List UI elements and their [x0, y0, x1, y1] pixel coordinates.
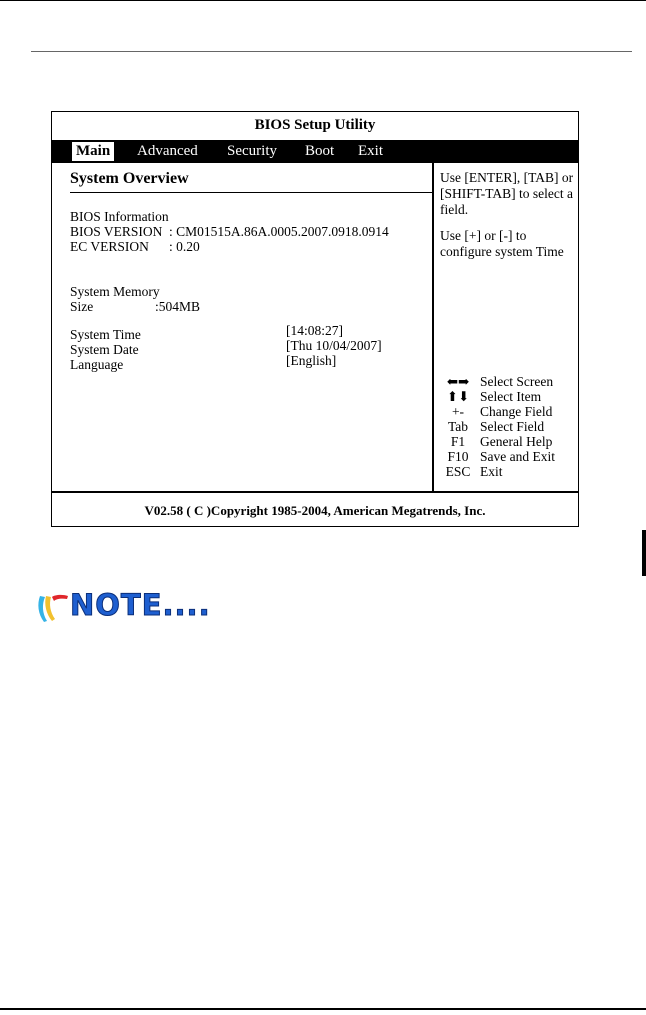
bios-version-label: BIOS VERSION — [70, 224, 163, 239]
main-pane — [66, 170, 432, 490]
page-header-rule — [31, 51, 632, 52]
system-time-field[interactable]: [14:08:27] — [286, 323, 343, 338]
menu-exit[interactable]: Exit — [358, 143, 383, 159]
key-row-save-exit — [440, 449, 578, 464]
system-memory-label: System Memory — [70, 284, 160, 299]
up-down-arrows-icon: ⬆⬇ — [446, 389, 470, 404]
help-text-navigation: Use [ENTER], [TAB] or [SHIFT-TAB] to select a field. — [440, 170, 574, 217]
key-row-select-item — [440, 389, 578, 404]
help-panel — [440, 170, 578, 270]
system-time-label: System Time — [70, 327, 141, 342]
key-desc: Save and Exit — [480, 449, 555, 464]
menu-main[interactable]: Main — [72, 142, 114, 161]
system-date-field[interactable]: [Thu 10/04/2007] — [286, 338, 382, 353]
bios-info-label: BIOS Information — [70, 209, 169, 224]
key-label: +- — [451, 404, 465, 419]
key-row-general-help — [440, 434, 578, 449]
ec-version-value: : 0.20 — [169, 239, 200, 254]
copyright-footer: V02.58 ( C )Copyright 1985-2004, American Megatrends, Inc. — [144, 503, 486, 518]
key-row-select-screen — [440, 374, 578, 389]
language-label: Language — [70, 357, 124, 372]
language-field[interactable]: [English] — [286, 353, 337, 368]
bios-screenshot — [51, 111, 579, 527]
menu-security[interactable]: Security — [227, 143, 277, 159]
key-desc: Select Screen — [480, 374, 554, 389]
page-bottom-rule — [0, 1008, 646, 1010]
note-label: NOTE.... — [70, 588, 211, 622]
key-label: Tab — [447, 419, 469, 434]
pane-divider-vertical — [432, 163, 434, 492]
key-desc: Exit — [480, 464, 503, 479]
key-row-change-field — [440, 404, 578, 419]
key-row-exit — [440, 464, 578, 479]
key-legend — [440, 374, 578, 479]
key-desc: Select Field — [480, 419, 545, 434]
menu-boot[interactable]: Boot — [305, 143, 335, 159]
pane-divider-horizontal — [52, 491, 578, 493]
key-desc: Select Item — [480, 389, 542, 404]
left-right-arrows-icon: ⬅➡ — [446, 374, 470, 389]
bios-title: BIOS Setup Utility — [254, 117, 376, 133]
section-title-underline — [70, 192, 432, 193]
system-date-label: System Date — [70, 342, 139, 357]
key-label: F1 — [450, 434, 466, 449]
section-title: System Overview — [70, 170, 189, 187]
bios-version-value: : CM01515A.86A.0005.2007.0918.0914 — [169, 224, 389, 239]
key-label: F10 — [447, 449, 469, 464]
page-side-tab — [642, 530, 646, 576]
ec-version-label: EC VERSION — [70, 239, 149, 254]
key-desc: General Help — [480, 434, 553, 449]
key-row-select-field — [440, 419, 578, 434]
bios-menubar — [52, 140, 578, 163]
memory-size-label: Size — [70, 299, 94, 314]
menu-advanced[interactable]: Advanced — [137, 143, 198, 159]
help-text-configure: Use [+] or [-] to configure system Time — [440, 228, 564, 259]
key-desc: Change Field — [480, 404, 553, 419]
memory-size-value: :504MB — [155, 299, 201, 314]
key-label: ESC — [445, 464, 471, 479]
page-top-rule — [0, 0, 646, 1]
